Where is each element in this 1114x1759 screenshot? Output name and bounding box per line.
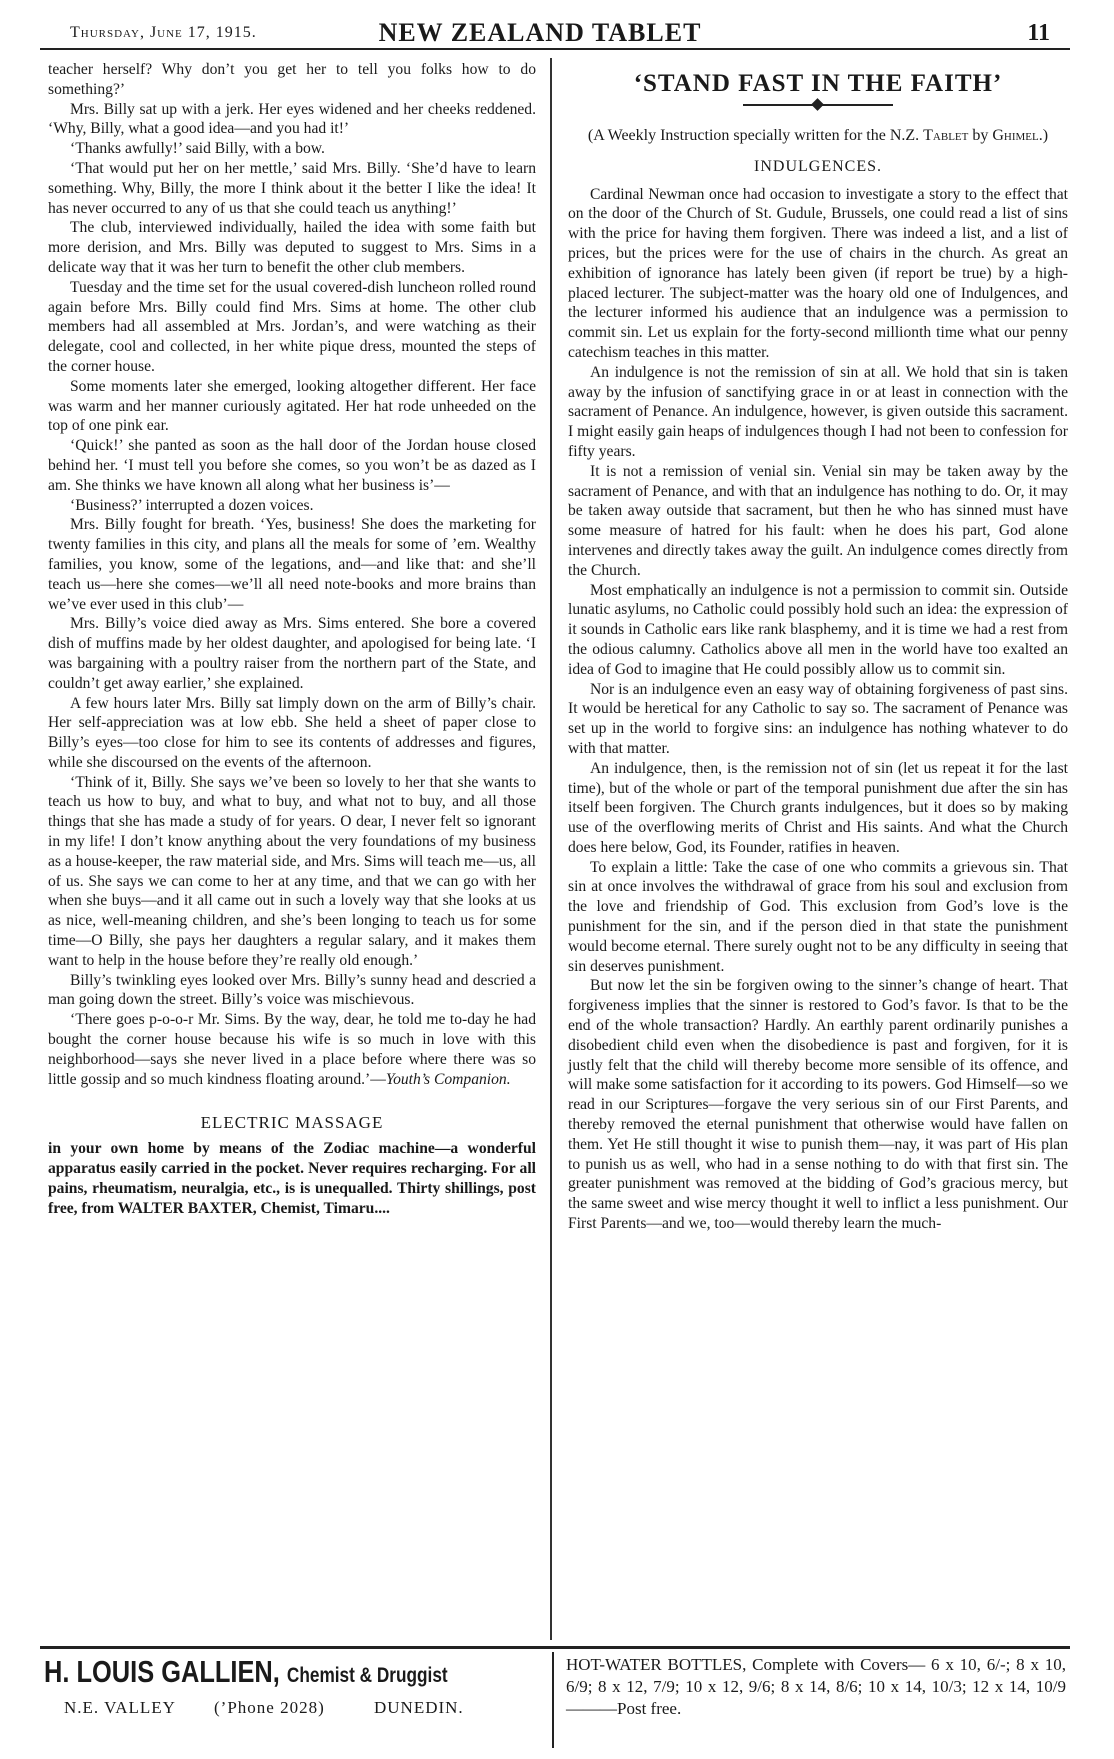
story-paragraph: ‘Think of it, Billy. She says we’ve been so lovely to her that she wants to teach us how to buy, and what to buy, and what not to buy, and all those things that she has made a study of for years. O dear, I never felt so ignorant in my life! I don’t know anything about the very foundations of my business as a house-keeper, the raw material side, and Mrs. Sims will teach me—us, all of us. She says we can come to her at any time, and that we can go with her when she buys—and it all came out in such a lovely way that she looks at us as nice, well-meaning children, and she’s been longing to teach us for some time—O Billy, she pays her daughters a regular salary, and it makes them want to help in the house before they’re really old enough.’ [48, 773, 536, 969]
left-column [48, 60, 536, 1219]
story-paragraph: Some moments later she emerged, looking altogether different. Her face was warm and her manner curiously agitated. Her hat rode unheeded on the top of one pink ear. [48, 377, 536, 435]
story-paragraph: Mrs. Billy sat up with a jerk. Her eyes widened and her cheeks reddened. ‘Why, Billy, what a good idea—and you had it!’ [48, 100, 536, 138]
advert-text: in your own home by means of the Zodiac machine—a wonderful apparatus easily carried in the pocket. Never requires recharging. For all pains, rheumatism, neuralgia, etc., is is unequalled. Thirty shillings, post free, from WALTER BAXTER, Chemist, Timaru.... [48, 1140, 536, 1218]
masthead: NEW ZEALAND TABLET [378, 18, 702, 47]
chemist-trade: Chemist & Druggist [286, 1664, 448, 1687]
story-paragraph: teacher herself? Why don’t you get her to tell you folks how to do something?’ [48, 61, 536, 98]
diamond-icon [811, 98, 824, 111]
advert-heading: ELECTRIC MASSAGE [200, 1113, 384, 1133]
story-paragraph: ‘Business?’ interrupted a dozen voices. [70, 496, 314, 514]
article-paragraph: An indulgence is not the remission of sin at all. We hold that sin is taken away by the infusion of sanctifying grace in or at least in connection with the sacrament of Penance. An indulgence, however, is given outside this sacrament. I might easily gain heaps of indulgences though I had not been to confession for fifty years. [568, 363, 1068, 460]
advert-body [48, 1139, 536, 1219]
footer-divider [552, 1652, 554, 1748]
article-paragraph: It is not a remission of venial sin. Venial sin may be taken away by the sacrament of Penance, and with that an indulgence has nothing to do. Or, it may be taken away outside that sacrament, but then he who has sinned must have some measure of hatred for his fault: when he does his part, God alone intervenes and directly takes away the guilt. An indulgence comes directly from the Church. [568, 462, 1068, 579]
section-heading: INDULGENCES. [754, 157, 882, 175]
title-ornament [743, 98, 893, 112]
subtitle-tablet: Tablet [923, 126, 969, 144]
address-city: DUNEDIN. [374, 1698, 464, 1717]
article-paragraph: Cardinal Newman once had occasion to investigate a story to the effect that on the door of the Church of St. Gudule, Brussels, one could read a list of sins with the price for having them forgiven. There was indeed a list, and a list of prices, but the prices were for the use of chairs in the church. As great an exhibition of ignorance has lately been given (if report be true) by a high-placed lecturer. The subject-matter was the hoary old one of Indulgences, and the lecturer informed his audience that an indulgence was a permission to commit sin. Let us explain for the forty-second millionth time what our penny catechism teaches in this matter. [568, 185, 1068, 361]
story-paragraph: ‘Thanks awfully!’ said Billy, with a bow. [70, 140, 325, 158]
chemist-advert [44, 1654, 544, 1718]
address-area: N.E. VALLEY [64, 1698, 176, 1717]
story-final-paragraph [48, 1010, 536, 1089]
chemist-address [44, 1698, 544, 1718]
chemist-name-line [44, 1654, 454, 1690]
article-title: ‘STAND FAST IN THE FAITH’ [633, 70, 1003, 97]
right-column [568, 60, 1068, 1234]
column-divider [550, 58, 552, 1640]
article-paragraph: An indulgence, then, is the remission not of sin (let us repeat it for the last time), but of the whole or part of the temporal punishment due after the sin has itself been forgiven. The Church grants indulgences, but it does so by making use of the overflowing merits of Christ and His saints. And what the Church does here below, God, its Founder, ratifies in heaven. [568, 759, 1068, 856]
subtitle-text: (A Weekly Instruction specially written for the N.Z. [587, 126, 920, 144]
story-paragraph: Mrs. Billy’s voice died away as Mrs. Sims entered. She bore a covered dish of muffins made by her oldest daughter, and apologised for being late. ‘I was bargaining with a poultry raiser from the northern part of the State, and couldn’t get away earlier,’ she explained. [48, 615, 536, 692]
story-attribution: Youth’s Companion. [385, 1070, 511, 1088]
story-paragraph: ‘Quick!’ she panted as soon as the hall door of the Jordan house closed behind her. ‘I must tell you before she comes, so you won’t be as dazed as I am. She thinks we have known all along what her business is’— [48, 437, 536, 494]
story-paragraph: ‘That would put her on her mettle,’ said Mrs. Billy. ‘She’d have to learn something. Why, Billy, the more I think about it the better I like the idea! It has never occurred to any of us that she could teach us anything!’ [48, 159, 536, 217]
article-paragraph: But now let the sin be forgiven owing to the sinner’s change of heart. That forgiveness implies that the sinner is restored to God’s favor. Is that to be the end of the whole transaction? Hardly. An earthly parent ordinarily punishes a disobedient child even when the disobedience is past and forgiven, for it is justly felt that the child will thereby become more sensible of its offence, and will make some satisfaction for it according to its powers. God Himself—so we read in our Scriptures—forgave the very serious sin of our First Parents, and thereby removed the eternal punishment that otherwise would have fallen on them. Yet He still thought it wise to punish them—nay, it was part of His plan to punish us as well, who had in a sense nothing to do with that first sin. The greater punishment was removed at the bidding of God’s gracious mercy, but the same sweet and wise mercy thought it well to inflict a less punishment. Our First Parents—and we, too—would thereby learn the much- [568, 977, 1068, 1233]
issue-date: Thursday, June 17, 1915. [70, 24, 257, 41]
subtitle-by: by [972, 126, 989, 144]
story-paragraph: Tuesday and the time set for the usual covered-dish luncheon rolled round again before Mrs. Billy could find Mrs. Sims at home. The other club members had all assembled at Mrs. Jordan’s, and were watching as their delegate, cool and collected, in her white pique dress, mounted the steps of the corner house. [48, 278, 536, 375]
article-subtitle [568, 126, 1068, 145]
bottles-text: HOT-WATER BOTTLES, Complete with Covers— 6 x 10, 6/-; 8 x 10, 6/9; 8 x 12, 7/9; 10 x 12, 9/6; 8 x 14, 8/6; 10 x 14, 10/3; 12 x 14, 10/9———Post free. [566, 1655, 1066, 1718]
page-header [40, 14, 1070, 50]
story-paragraph: Mrs. Billy fought for breath. ‘Yes, business! She does the marketing for twenty families in this city, and plans all the meals for some of ’em. Wealthy families, you know, some of the legations, and—and like that: and she’ll teach us—here she comes—we’ll all need note-books and more brains than we’ve ever used in this club’— [48, 516, 536, 613]
story-final-text: ‘There goes p-o-o-r Mr. Sims. By the way, dear, he told me to-day he had bought the corner house because his wife is so much in love with this neighborhood—says she never lived in a place before where there was so little gossip and so much kindness floating around.’— [48, 1011, 536, 1088]
story-paragraph: The club, interviewed individually, hailed the idea with some faith but more derision, and Mrs. Billy was deputed to suggest to Mrs. Sims in a delicate way that it was her turn to benefit the other club members. [48, 219, 536, 276]
subtitle-author: Ghimel.) [992, 126, 1049, 144]
page-number: 11 [1027, 20, 1050, 46]
article-paragraph: Most emphatically an indulgence is not a permission to commit sin. Outside lunatic asylums, no Catholic could possibly hold such an idea: the expression of it sounds in Catholic ears like rank blasphemy, and it is time we had a rest from the odious calumny. Catholics above all men in the world have too exalted an idea of God to imagine that He could possibly allow us to commit sin. [568, 581, 1068, 678]
footer-rule [40, 1646, 1070, 1649]
bottles-advert [566, 1654, 1066, 1720]
chemist-name: H. LOUIS GALLIEN, [44, 1654, 280, 1689]
article-paragraph: Nor is an indulgence even an easy way of obtaining forgiveness of past sins. It would be heretical for any Catholic to say so. The sacrament of Penance was set up in the world to forgive sins: an indulgence has nothing whatever to do with that matter. [568, 680, 1068, 757]
phone-number: (’Phone 2028) [214, 1698, 325, 1717]
story-paragraph: Billy’s twinkling eyes looked over Mrs. Billy’s sunny head and descried a man going down the street. Billy’s voice was mischievous. [48, 971, 536, 1009]
article-paragraph: To explain a little: Take the case of one who commits a grievous sin. That sin at once involves the withdrawal of grace from his soul and exclusion from the love and friendship of God. This exclusion from God’s love is the punishment for the sin, and if the person died in that state the punishment would become eternal. There surely ought not to be any difficulty in seeing that sin deserves punishment. [568, 858, 1068, 975]
story-paragraph: A few hours later Mrs. Billy sat limply down on the arm of Billy’s chair. Her self-appreciation was at low ebb. She held a sheet of paper close to Billy’s eyes—too close for him to see its contents of addresses and figures, while she discoursed on the events of the afternoon. [48, 694, 536, 771]
